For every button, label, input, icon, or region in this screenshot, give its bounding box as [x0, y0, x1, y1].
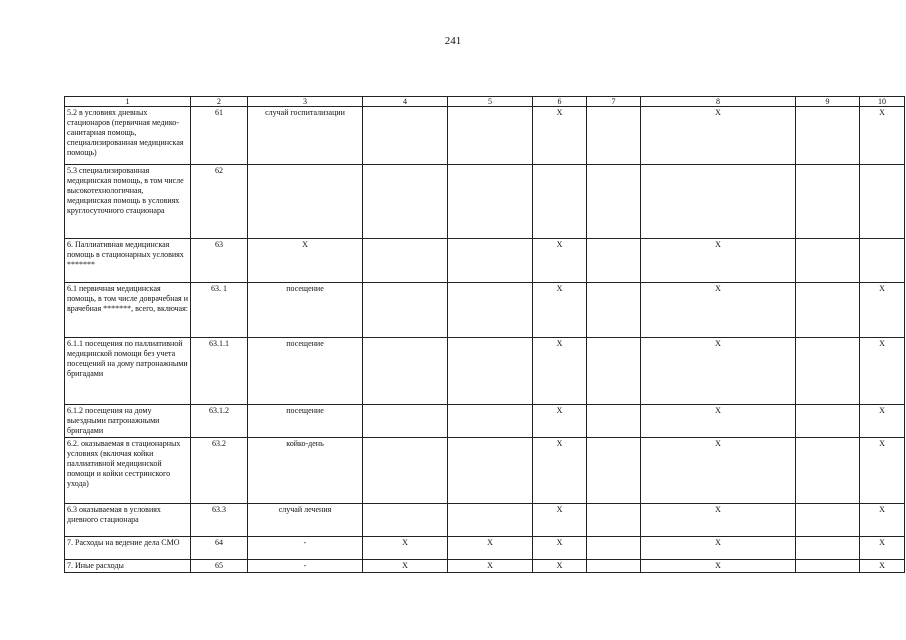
table-cell	[796, 438, 860, 504]
row-label-cell: 6. Паллиативная медицинская помощь в стационарных условиях *******	[65, 239, 191, 283]
table-cell: X	[533, 107, 587, 165]
table-cell	[587, 405, 641, 438]
table-cell	[796, 338, 860, 405]
column-header: 9	[796, 97, 860, 107]
table-cell	[796, 537, 860, 560]
table-cell: X	[641, 560, 796, 573]
table-cell	[248, 165, 363, 239]
table-cell	[587, 283, 641, 338]
table-cell: X	[533, 438, 587, 504]
table-cell	[448, 283, 533, 338]
table-cell: X	[363, 537, 448, 560]
row-label-cell: 6.1.1 посещения по паллиативной медицинской помощи без учета посещений на дому патронажными бригадами	[65, 338, 191, 405]
table-row	[65, 537, 905, 560]
table-cell: посещение	[248, 283, 363, 338]
table-cell	[860, 239, 905, 283]
column-header: 8	[641, 97, 796, 107]
table-row	[65, 107, 905, 165]
table-cell: 61	[191, 107, 248, 165]
table-cell: X	[860, 405, 905, 438]
table-cell	[796, 560, 860, 573]
table-cell	[363, 504, 448, 537]
table-cell: X	[641, 537, 796, 560]
table-cell	[587, 560, 641, 573]
table-cell: X	[533, 239, 587, 283]
table-cell	[448, 338, 533, 405]
data-table	[64, 96, 905, 573]
table-cell: X	[448, 560, 533, 573]
table-cell: посещение	[248, 405, 363, 438]
table-cell: X	[533, 537, 587, 560]
table-cell: X	[641, 338, 796, 405]
table-row	[65, 165, 905, 239]
table-cell: X	[641, 239, 796, 283]
column-header: 4	[363, 97, 448, 107]
table-row	[65, 438, 905, 504]
table-row	[65, 405, 905, 438]
column-header: 3	[248, 97, 363, 107]
table-cell	[796, 107, 860, 165]
table-cell	[796, 283, 860, 338]
table-cell	[796, 165, 860, 239]
page-number: 241	[444, 35, 462, 47]
table-cell: X	[641, 438, 796, 504]
table-cell: 63. 1	[191, 283, 248, 338]
table-cell	[587, 537, 641, 560]
table-cell: 62	[191, 165, 248, 239]
row-label-cell: 7. Расходы на ведение дела СМО	[65, 537, 191, 560]
table-row	[65, 338, 905, 405]
table-cell	[363, 338, 448, 405]
table-row	[65, 239, 905, 283]
table-cell	[587, 338, 641, 405]
table-cell: 63.2	[191, 438, 248, 504]
table-cell: 63.1.2	[191, 405, 248, 438]
row-label-cell: 5.2 в условиях дневных стационаров (первичная медико-санитарная помощь, специализированная медицинская помощь)	[65, 107, 191, 165]
table-cell: посещение	[248, 338, 363, 405]
column-header: 2	[191, 97, 248, 107]
table-cell: X	[533, 405, 587, 438]
table-cell	[587, 504, 641, 537]
column-header: 10	[860, 97, 905, 107]
table-cell	[796, 239, 860, 283]
table-cell	[587, 107, 641, 165]
table-cell: X	[641, 107, 796, 165]
table-cell: X	[641, 504, 796, 537]
column-header: 1	[65, 97, 191, 107]
table-cell: X	[860, 283, 905, 338]
table-cell: X	[641, 405, 796, 438]
column-header: 6	[533, 97, 587, 107]
table-row	[65, 504, 905, 537]
table-cell	[448, 438, 533, 504]
row-label-cell: 6.2. оказываемая в стационарных условиях (включая койки паллиативной медицинской помощи и койки сестринского ухода)	[65, 438, 191, 504]
table-cell	[363, 438, 448, 504]
table-row	[65, 560, 905, 573]
table-cell: 63.3	[191, 504, 248, 537]
table-cell	[533, 165, 587, 239]
table-cell: койко-день	[248, 438, 363, 504]
table-cell: X	[533, 504, 587, 537]
table-cell	[363, 405, 448, 438]
header-row	[65, 97, 905, 107]
table-cell	[796, 405, 860, 438]
table-cell: 65	[191, 560, 248, 573]
table-cell: случай лечения	[248, 504, 363, 537]
table-cell: X	[860, 338, 905, 405]
row-label-cell: 6.1.2 посещения на дому выездными патронажными бригадами	[65, 405, 191, 438]
table-row	[65, 283, 905, 338]
table-cell: 63	[191, 239, 248, 283]
table-cell: X	[533, 283, 587, 338]
table-cell: X	[363, 560, 448, 573]
table-cell	[363, 283, 448, 338]
table-cell	[587, 165, 641, 239]
table-container	[64, 96, 905, 573]
table-cell: X	[860, 438, 905, 504]
row-label-cell: 6.1 первичная медицинская помощь, в том числе доврачебная и врачебная *******, всего, включая:	[65, 283, 191, 338]
table-cell	[448, 504, 533, 537]
table-cell	[796, 504, 860, 537]
table-cell: X	[860, 504, 905, 537]
table-cell: X	[533, 338, 587, 405]
table-cell	[448, 239, 533, 283]
table-cell	[641, 165, 796, 239]
table-cell	[363, 107, 448, 165]
table-cell: случай госпитализации	[248, 107, 363, 165]
table-cell: X	[860, 537, 905, 560]
table-cell	[448, 405, 533, 438]
table-cell: -	[248, 537, 363, 560]
table-cell: 63.1.1	[191, 338, 248, 405]
table-cell	[448, 107, 533, 165]
table-cell	[587, 438, 641, 504]
row-label-cell: 7. Иные расходы	[65, 560, 191, 573]
table-cell: 64	[191, 537, 248, 560]
table-cell: X	[641, 283, 796, 338]
table-cell	[363, 165, 448, 239]
table-cell: X	[860, 560, 905, 573]
table-cell	[448, 165, 533, 239]
table-cell	[587, 239, 641, 283]
table-cell	[363, 239, 448, 283]
table-cell: X	[248, 239, 363, 283]
row-label-cell: 5.3 специализированная медицинская помощь, в том числе высокотехнологичная, медицинская помощь в условиях круглосуточного стационара	[65, 165, 191, 239]
table-cell	[860, 165, 905, 239]
table-cell: X	[448, 537, 533, 560]
row-label-cell: 6.3 оказываемая в условиях дневного стационара	[65, 504, 191, 537]
table-cell: X	[860, 107, 905, 165]
table-cell: X	[533, 560, 587, 573]
column-header: 7	[587, 97, 641, 107]
table-cell: -	[248, 560, 363, 573]
column-header: 5	[448, 97, 533, 107]
